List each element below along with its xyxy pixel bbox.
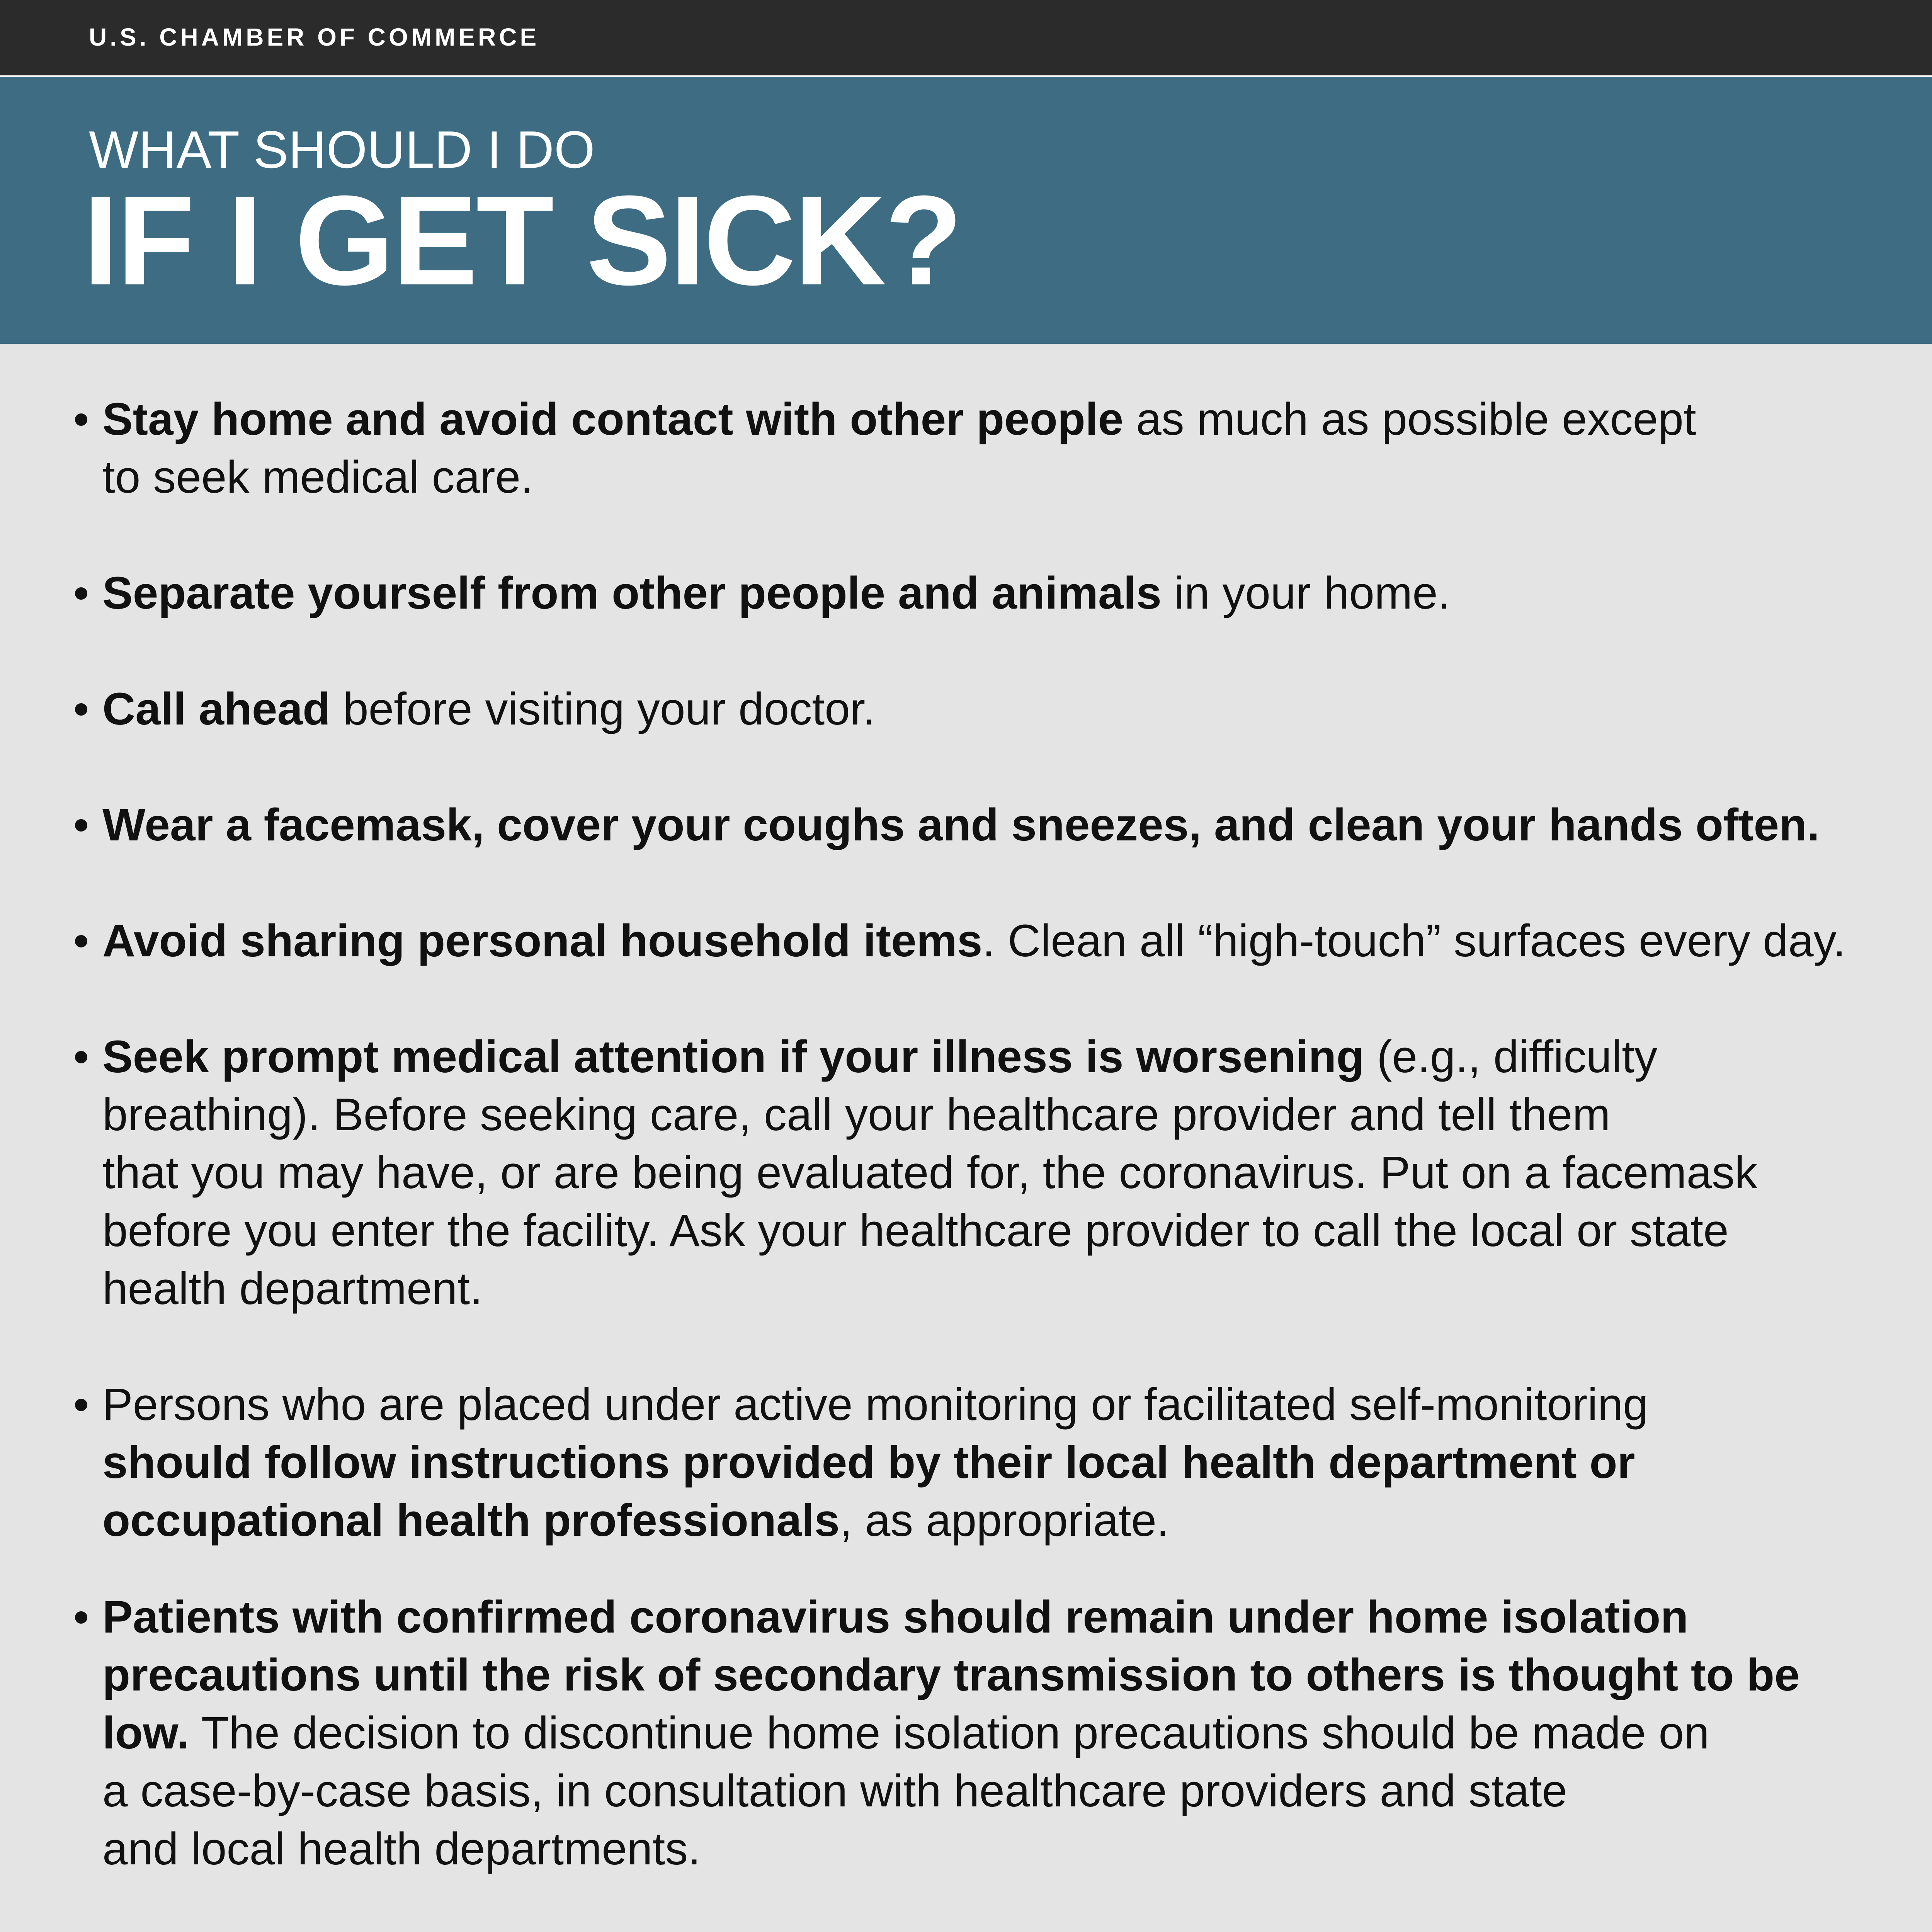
- item-line: [102, 564, 1880, 622]
- item-line: [102, 1492, 1880, 1549]
- bullet: •: [73, 394, 89, 445]
- item-line: [102, 912, 1880, 970]
- item-line: [102, 1260, 1880, 1318]
- item-line: [102, 390, 1880, 448]
- bullet: •: [73, 1031, 89, 1082]
- body-text: . Clean all “high-touch” surfaces every day.: [982, 915, 1846, 966]
- item-line: [102, 1028, 1880, 1086]
- bullet: •: [73, 915, 89, 966]
- bullet: •: [73, 1592, 89, 1643]
- body-text: in your home.: [1161, 568, 1451, 619]
- body-text: to seek medical care.: [102, 452, 533, 503]
- emphasis-text: Seek prompt medical attention if your illness is worsening: [102, 1031, 1364, 1082]
- top-bar: [0, 0, 1932, 75]
- body-text: as much as possible except: [1123, 394, 1696, 445]
- body-text: that you may have, or are being evaluated for, the coronavirus. Put on a facemask: [102, 1147, 1758, 1198]
- emphasis-text: Stay home and avoid contact with other people: [102, 394, 1124, 445]
- body-text: , as appropriate.: [840, 1495, 1169, 1546]
- item-line: [102, 796, 1880, 854]
- item-line: [102, 680, 1880, 738]
- body-text: Persons who are placed under active monitoring or facilitated self-monitoring: [102, 1379, 1648, 1430]
- bullet: •: [73, 684, 89, 735]
- body-text: before visiting your doctor.: [330, 684, 876, 735]
- item-line: [102, 1086, 1880, 1144]
- emphasis-text: precautions until the risk of secondary transmission to others is thought to be: [102, 1650, 1800, 1701]
- bullet: •: [73, 1379, 89, 1430]
- emphasis-text: occupational health professionals: [102, 1495, 840, 1546]
- item-line: [102, 1202, 1880, 1260]
- emphasis-text: Separate yourself from other people and animals: [102, 568, 1162, 619]
- item-line: [102, 1646, 1880, 1704]
- emphasis-text: low.: [102, 1708, 190, 1759]
- body-text: The decision to discontinue home isolation precautions should be made on: [189, 1708, 1709, 1759]
- body-text: (e.g., difficulty: [1364, 1031, 1657, 1082]
- item-line: [102, 1704, 1880, 1762]
- body-text: breathing). Before seeking care, call your healthcare provider and tell them: [102, 1089, 1611, 1140]
- emphasis-text: Patients with confirmed coronavirus should remain under home isolation: [102, 1592, 1689, 1643]
- item-line: [102, 448, 1880, 506]
- body-text: health department.: [102, 1263, 483, 1314]
- body-text: before you enter the facility. Ask your healthcare provider to call the local or state: [102, 1205, 1729, 1256]
- item-line: [102, 1144, 1880, 1202]
- title-kicker: WHAT SHOULD I DO: [89, 120, 595, 179]
- item-line: [102, 1376, 1880, 1434]
- organization-name: U.S. CHAMBER OF COMMERCE: [89, 23, 540, 51]
- emphasis-text: Wear a facemask, cover your coughs and sneezes, and clean your hands often.: [102, 799, 1820, 850]
- item-line: [102, 1762, 1880, 1820]
- bullet: •: [73, 568, 89, 619]
- item-line: [102, 1820, 1880, 1878]
- emphasis-text: should follow instructions provided by their local health department or: [102, 1437, 1635, 1488]
- body-text: and local health departments.: [102, 1823, 701, 1874]
- bullet: •: [73, 799, 89, 850]
- item-line: [102, 1434, 1880, 1492]
- item-line: [102, 1588, 1880, 1646]
- emphasis-text: Avoid sharing personal household items: [102, 915, 983, 966]
- body-text: a case-by-case basis, in consultation with healthcare providers and state: [102, 1765, 1568, 1816]
- title-banner: [0, 75, 1932, 344]
- page-title: IF I GET SICK?: [83, 169, 961, 311]
- emphasis-text: Call ahead: [102, 684, 331, 735]
